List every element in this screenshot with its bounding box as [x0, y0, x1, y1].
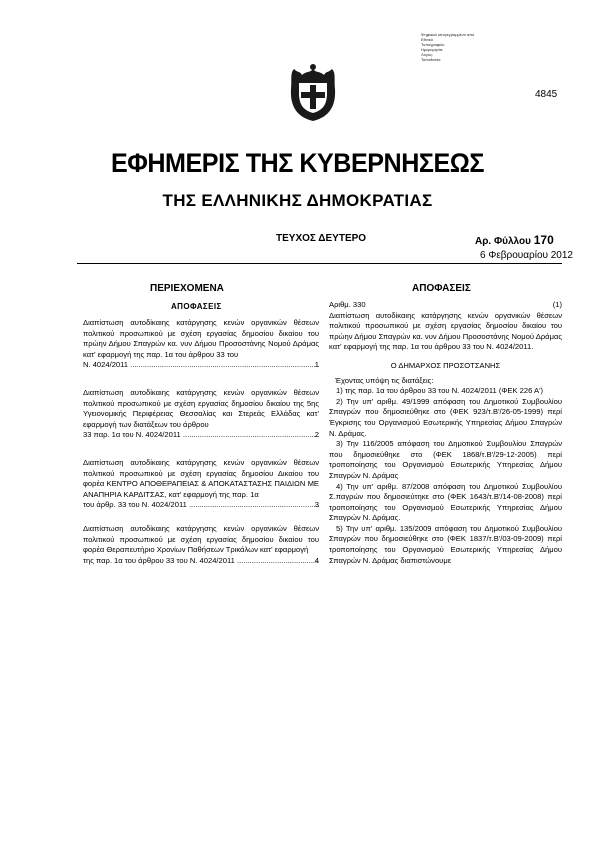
- toc-entry-page: 4: [314, 555, 319, 565]
- stamp-line: Τυπογραφείο: [421, 42, 445, 47]
- decision-item: 3) Την 116/2005 απόφαση του Δημοτικού Συμβουλίου Σπαγρών που δημοσιεύθηκε στο (ΦΕΚ 1868/τ.Β'/29-12-2005) περί τροποποίησης του Οργανισμού Εσωτερικής Υπηρεσίας Δήμου Σπαγρών Ν. Δράμας: [329, 439, 562, 480]
- decision-item: 1) της παρ. 1α του άρθρου 33 του Ν. 4024/2011 (ΦΕΚ 226 Α'): [336, 386, 544, 396]
- decision-authority: Ο ΔΗΜΑΡΧΟΣ ΠΡΟΣΟΤΣΑΝΗΣ: [390, 360, 501, 370]
- decision-ref-row: [329, 300, 562, 311]
- gazette-title: ΕΦΗΜΕΡΙΣ ΤΗΣ ΚΥΒΕΡΝΗΣΕΩΣ: [110, 148, 485, 178]
- toc-entry-text: Διαπίστωση αυτοδίκαιης κατάργησης κενών οργανικών θέσεων πολιτικού προσωπικού με σχέση εργασίας δημοσίου δικαίου του πρώην Δήμου Σπαγρών κα. νυν Δήμου Προσοστάνης Νομού Δράμας κατ' εφαρμογή της παρ. 1α του άρθρου 33 του: [83, 318, 319, 359]
- toc-entry: [83, 388, 319, 441]
- toc-heading: ΠΕΡΙΕΧΟΜΕΝΑ: [150, 283, 224, 294]
- toc-entry-page: 1: [314, 360, 319, 370]
- decision-body: [329, 300, 562, 566]
- decision-considering: Έχοντας υπόψη τις διατάξεις:: [335, 375, 434, 385]
- toc-entry-text: Διαπίστωση αυτοδίκαιης κατάργησης κενών οργανικών θέσεων πολιτικού προσωπικού με σχέση εργασίας δημοσίου Δικαίου του φορέα ΚΕΝΤΡΟ ΑΠΟΘΕΡΑΠΕΙΑΣ & ΑΠΟΚΑΤΑΣΤΑΣΗΣ ΠΑΙΔΙΩΝ ΜΕ ΑΝΑΠΗΡΙΑ ΚΑΡΔΙΤΣΑΣ, κατ' εφαρμογή της παρ. 1α: [83, 458, 319, 499]
- decision-item: 4) Την υπ' αριθμ. 87/2008 απόφαση του Δημοτικού Συμβουλίου Σ.παγρών που δημοσιεύτηκε στο (ΦΕΚ 1643/τ.Β'/14-08-2008) περί τροποποίησης του Οργανισμού Εσωτερικής Υπηρεσίας Δήμου Σπαγρών Ν. Δράμας.: [329, 481, 562, 523]
- stamp-line: Λόγος:: [421, 52, 434, 57]
- sheet-number: [475, 233, 554, 247]
- decisions-heading: ΑΠΟΦΑΣΕΙΣ: [412, 283, 471, 294]
- toc-entry-text: Διαπίστωση αυτοδίκαιης κατάργησης κενών οργανικών θέσεων πολιτικού προσωπικού με σχέση εργασίας δημοσίου δικαίου της 5ης Υγειονομικής Περιφέρειας Θεσσαλίας και Στερεάς Ελλάδας κατ' εφαρμογή των διατάξεων του άρθρου: [83, 388, 319, 429]
- toc-entry-last: της παρ. 1α του άρθρου 33 του Ν. 4024/2011 .....: [83, 556, 319, 567]
- issue-date: 6 Φεβρουαρίου 2012: [480, 250, 573, 261]
- decision-item: 2) Την υπ' αριθμ. 49/1999 απόφαση του Δημοτικού Συμβουλίου Σπαγρών που δημοσιεύθηκε στο (ΦΕΚ 923/τ.Β'/26-05-1999) περί Έγκρισης του Οργανισμού Εσωτερικής Υπηρεσίας Δήμου Σπαγρών Ν. Δράμας.: [329, 396, 562, 438]
- stamp-line: Τοποθεσία:: [421, 57, 441, 62]
- toc-subheading: ΑΠΟΦΑΣΕΙΣ: [171, 302, 222, 311]
- decision-ref: Αριθμ. 330: [329, 300, 366, 309]
- stamp-line: Ψηφιακά υπογεγραμμένο από: [421, 32, 475, 37]
- toc-entry-page: 2: [314, 430, 319, 440]
- decision-summary: Διαπίστωση αυτοδίκαιης κατάργησης κενών οργανικών θέσεων πολιτικού προσωπικού με σχέση εργασίας δημοσίου δικαίου του πρώην Δήμου Σπαγρών κα. νυν Δήμου Προσοστάνης Νομού Δράμας κατ' εφαρμογή της παρ. 1α του άρθρου 33 του Ν. 4024/2011.: [329, 310, 562, 352]
- toc-entry-last: Ν. 4024/2011 .....: [83, 360, 319, 371]
- coat-of-arms-icon: [286, 61, 340, 123]
- page-number: 4845: [535, 89, 558, 100]
- header-divider: [77, 263, 562, 264]
- toc-entry-page: 3: [314, 500, 319, 510]
- sheet-label: Αρ. Φύλλου: [475, 236, 531, 247]
- toc-entry-last: 33 παρ. 1α του Ν. 4024/2011 .....: [83, 430, 319, 441]
- gazette-subtitle: ΤΗΣ ΕΛΛΗΝΙΚΗΣ ΔΗΜΟΚΡΑΤΙΑΣ: [162, 191, 433, 210]
- signature-stamp: [421, 32, 481, 62]
- issue-label: ΤΕΥΧΟΣ ΔΕΥΤΕΡΟ: [276, 233, 367, 244]
- toc-entry: [83, 524, 319, 566]
- toc-entry-last: του άρθρ. 33 του Ν. 4024/2011 .....: [83, 500, 319, 511]
- decision-item: 5) Την υπ' αριθμ. 135/2009 απόφαση του Δημοτικού Συμβουλίου Σπαγρών που δημοσιεύθηκε στο (ΦΕΚ 1837/τ.Β'/03-09-2009) περί τροποποίησης του Οργανισμού Εσωτερικής Υπηρεσίας Δήμου Σπαγρών Ν. Δράμας διαπιστώνουμε: [329, 523, 562, 565]
- toc-entry: [83, 318, 319, 371]
- toc-entry-text: Διαπίστωση αυτοδίκαιης κατάργησης κενών οργανικών θέσεων πολιτικού προσωπικού με σχέση εργασίας δημοσίου δικαίου του φορέα Θεραπευτήριο Χρονίων Παθήσεων Τρικάλων κατ' εφαρμογή: [83, 524, 319, 555]
- sheet-number-value: 170: [533, 233, 554, 247]
- decision-marker: (1): [552, 300, 562, 309]
- toc-entry: [83, 458, 319, 511]
- stamp-line: Εθνικό: [421, 37, 433, 42]
- stamp-line: Ημερομηνία:: [421, 47, 444, 52]
